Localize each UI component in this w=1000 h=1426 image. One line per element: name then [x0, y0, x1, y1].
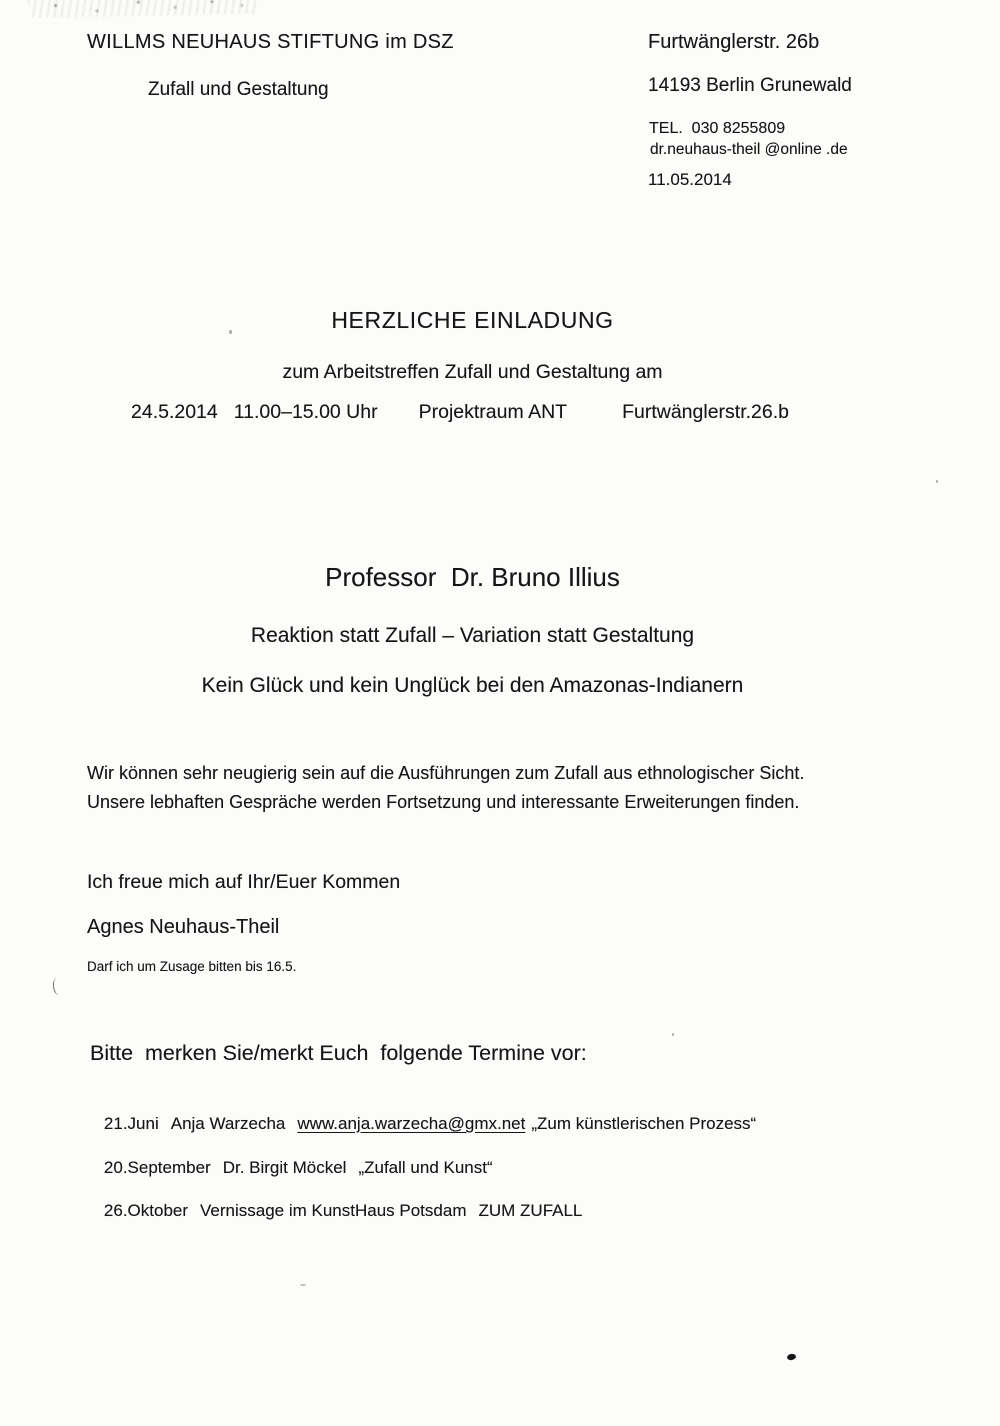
- rsvp-note: Darf ich um Zusage bitten bis 16.5.: [87, 959, 297, 974]
- event-time: 11.00–15.00 Uhr: [233, 401, 378, 423]
- termine-topic: ZUM ZUFALL: [478, 1201, 583, 1220]
- termine-item: [85, 1181, 582, 1241]
- address-city: 14193 Berlin Grunewald: [648, 75, 852, 96]
- email-address: dr.neuhaus-theil @online .de: [650, 141, 848, 158]
- closing-line: Ich freue mich auf Ihr/Euer Kommen: [87, 871, 401, 893]
- scan-smudge-artifact: [28, 0, 258, 18]
- termine-heading: Bitte merken Sie/merkt Euch folgende Termine vor:: [90, 1041, 587, 1065]
- pen-mark-artifact: [52, 977, 64, 995]
- body-paragraph-line: Unsere lebhaften Gespräche werden Fortsetzung und interessante Erweiterungen finden.: [87, 792, 800, 812]
- termine-date: 26.Oktober: [103, 1201, 189, 1220]
- event-venue: Projektraum ANT: [418, 401, 568, 423]
- invitation-subtitle: zum Arbeitstreffen Zufall und Gestaltung am: [282, 361, 663, 383]
- scan-speck: [936, 480, 938, 483]
- termine-topic: „Zum künstlerischen Prozess“: [531, 1114, 757, 1133]
- event-address: Furtwänglerstr.26.b: [622, 401, 789, 423]
- termine-email-link: www.anja.warzecha@gmx.net: [297, 1114, 526, 1133]
- lecture-subtitle: Kein Glück und kein Unglück bei den Amazonas-Indianern: [201, 674, 744, 697]
- termine-date: 21.Juni: [103, 1114, 159, 1133]
- body-paragraph-line: Wir können sehr neugierig sein auf die Ausführungen zum Zufall aus ethnologischer Sicht.: [87, 763, 805, 783]
- signature-name: Agnes Neuhaus-Theil: [87, 916, 280, 938]
- event-details-row: [131, 401, 789, 424]
- ink-dot-artifact: [787, 1353, 797, 1360]
- lecture-title: Reaktion statt Zufall – Variation statt Gestaltung: [250, 624, 695, 647]
- termine-person: Dr. Birgit Möckel: [222, 1158, 347, 1177]
- organization-subtitle: Zufall und Gestaltung: [148, 79, 329, 100]
- invitation-title: HERZLICHE EINLADUNG: [331, 307, 614, 333]
- letter-date: 11.05.2014: [648, 170, 732, 189]
- scan-speck: [300, 1284, 306, 1286]
- scan-speck: [672, 1033, 674, 1036]
- phone-number: TEL. 030 8255809: [649, 120, 786, 137]
- speaker-name: Professor Dr. Bruno Illius: [325, 562, 620, 592]
- address-street: Furtwänglerstr. 26b: [648, 31, 820, 53]
- event-date: 24.5.2014: [131, 401, 218, 423]
- termine-date: 20.September: [103, 1158, 211, 1177]
- termine-person: Vernissage im KunstHaus Potsdam: [200, 1201, 467, 1220]
- organization-name: WILLMS NEUHAUS STIFTUNG im DSZ: [87, 31, 454, 53]
- termine-person: Anja Warzecha: [170, 1114, 286, 1133]
- termine-topic: „Zufall und Kunst“: [358, 1158, 493, 1177]
